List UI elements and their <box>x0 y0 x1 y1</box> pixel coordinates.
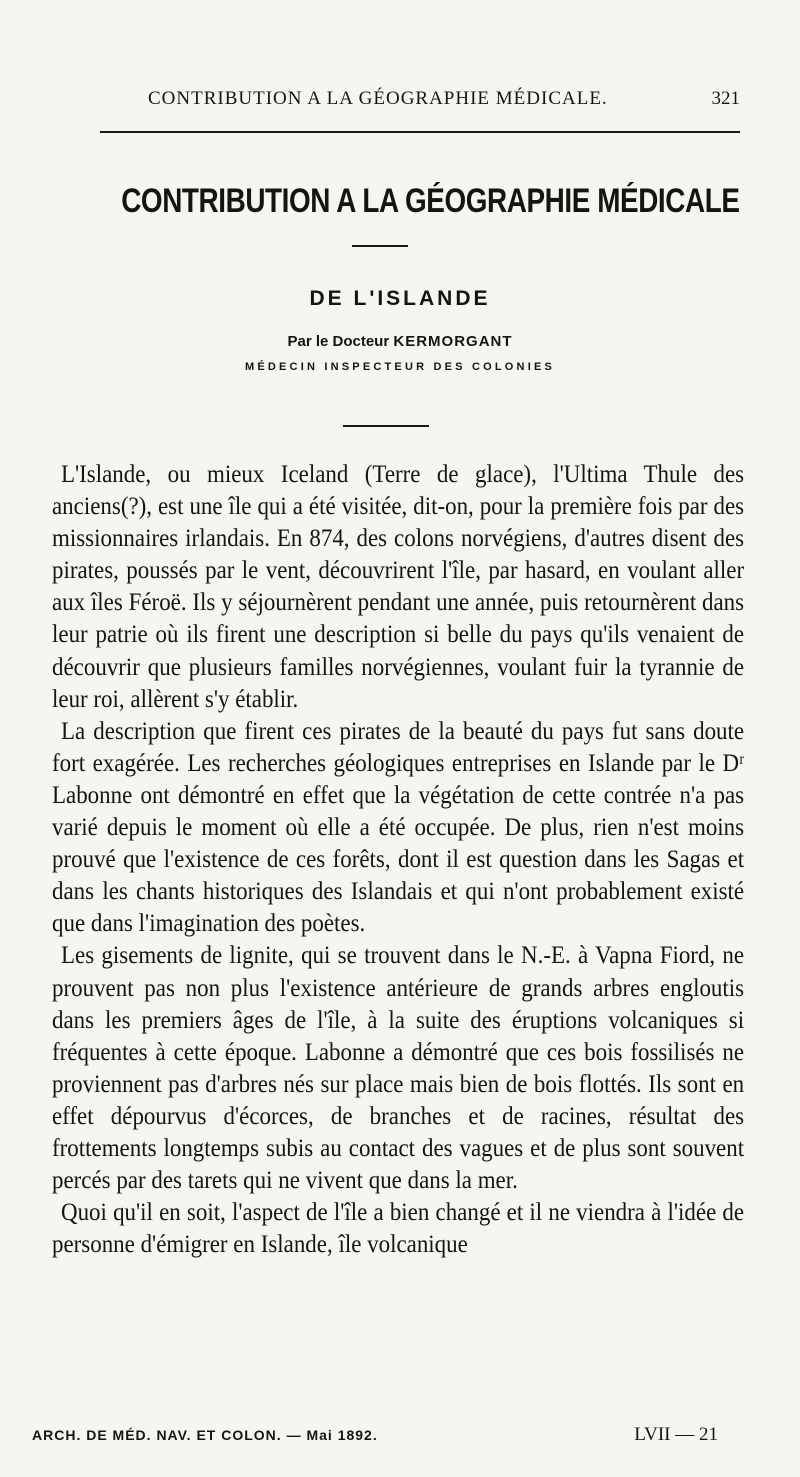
byline <box>60 333 740 350</box>
page-number: 321 <box>711 88 740 109</box>
paragraph: Les gisements de lignite, qui se trouvent dans le N.-E. à Vapna Fiord, ne prouvent pas non plus l'existence antérieure de grands arbres engloutis dans les premiers âges de l'île, à la suite des éruptions volcaniques si fréquentes à cette époque. Labonne a démontré que ces bois fossilisés ne proviennent pas d'arbres nés sur place mais bien de bois flottés. Ils sont en effet dépourvus d'écorces, de branches et de racines, résultat des frottements longtemps subis au contact des vagues et de plus sont souvent percés par des tarets qui ne vivent que dans la mer. <box>52 940 745 1195</box>
article-body <box>52 458 744 1260</box>
sheet-signature: LVII — 21 <box>634 1424 718 1445</box>
byline-prefix: Par le Docteur <box>287 333 390 350</box>
running-header <box>60 88 740 114</box>
author-name: KERMORGANT <box>393 333 513 350</box>
paragraph: Quoi qu'il en soit, l'aspect de l'île a bien changé et il ne viendra à l'idée de personne d'émigrer en Islande, île volcanique <box>52 1197 745 1259</box>
article-subtitle: DE L'ISLANDE <box>309 287 491 310</box>
page-footer <box>32 1424 740 1446</box>
paragraph: L'Islande, ou mieux Iceland (Terre de glace), l'Ultima Thule des anciens(?), est une île qui a été visitée, dit-on, pour la première fois par des missionnaires irlandais. En 874, des colons norvégiens, d'autres disent des pirates, poussés par le vent, découvrirent l'île, par hasard, en voulant aller aux îles Féroë. Ils y séjournèrent pendant une année, puis retournèrent dans leur patrie où ils firent une description si belle du pays qu'ils venaient de découvrir que plusieurs familles norvégiennes, voulant fuir la tyrannie de leur roi, allèrent s'y établir. <box>52 459 745 713</box>
header-rule <box>100 131 740 133</box>
journal-source: ARCH. DE MÉD. NAV. ET COLON. — Mai 1892. <box>32 1427 378 1443</box>
running-title: CONTRIBUTION A LA GÉOGRAPHIE MÉDICALE. <box>148 88 608 109</box>
section-divider <box>343 425 429 427</box>
paragraph: La description que firent ces pirates de la beauté du pays fut sans doute fort exagérée. Les recherches géologiques entreprises en Islande par le Dʳ Labonne ont démontré en effet que la végétation de cette contrée n'a pas varié depuis le moment où elle a été occupée. De plus, rien n'est moins prouvé que l'existence de ces forêts, dont il est question dans les Sagas et dans les chants historiques des Islandais et qui n'ont probablement existé que dans l'imagination des poètes. <box>52 715 745 938</box>
author-affiliation: MÉDECIN INSPECTEUR DES COLONIES <box>244 361 556 373</box>
title-divider <box>352 245 408 247</box>
article-title: CONTRIBUTION A LA GÉOGRAPHIE MÉDICALE <box>121 182 740 220</box>
